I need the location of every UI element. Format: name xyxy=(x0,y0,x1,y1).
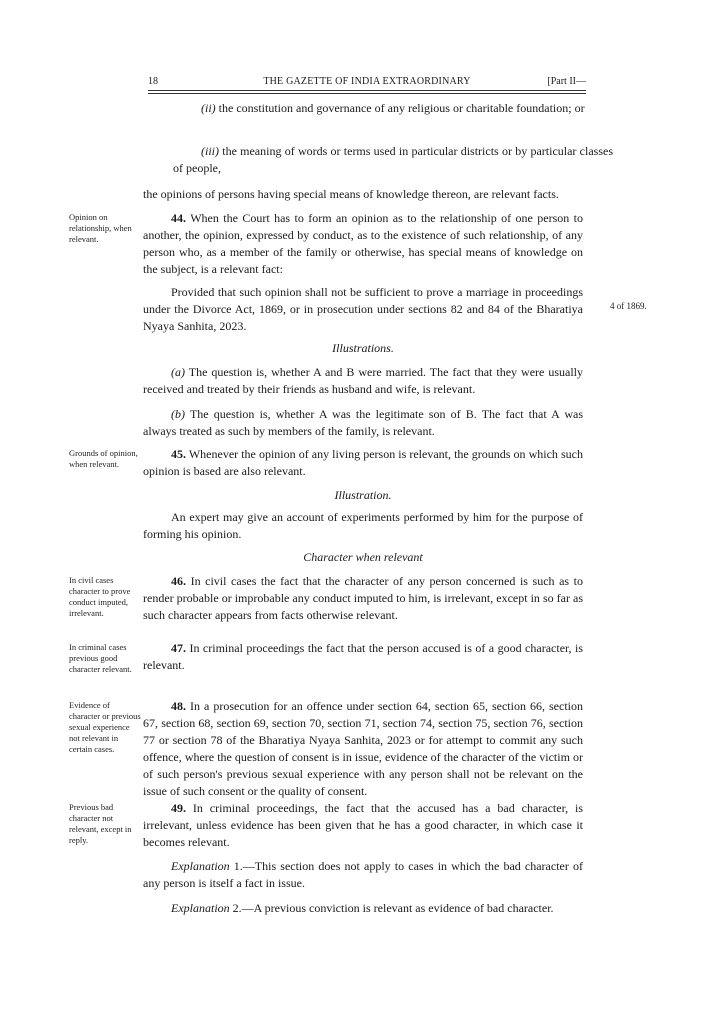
clause-iii-number: (iii) xyxy=(201,144,219,158)
page-number: 18 xyxy=(148,76,158,87)
margin-note-46: In civil cases character to prove conduct imputed, irrelevant. xyxy=(69,575,131,618)
section-49 xyxy=(143,800,583,851)
section-46 xyxy=(143,573,583,624)
illustration-a-label: (a) xyxy=(171,365,185,379)
section-44-text: When the Court has to form an opinion as to the relationship of one person to another, the opinion, expressed by conduct, as to the existence of such relationship, of any person who, as a member of the family or otherwise, has special means of knowledge on the subject, is a relevant fact: xyxy=(143,211,583,276)
section-45-illustration-text: An expert may give an account of experiments performed by him for the purpose of forming his opinion. xyxy=(143,510,583,541)
section-44 xyxy=(143,210,583,278)
section-45-text: Whenever the opinion of any living person is relevant, the grounds on which such opinion is based are also relevant. xyxy=(143,447,583,478)
margin-note-47: In criminal cases previous good character relevant. xyxy=(69,642,132,674)
clause-iii-text: the meaning of words or terms used in particular districts or by particular classes of people, xyxy=(173,144,613,175)
illustration-a-text: The question is, whether A and B were married. The fact that they were usually received and treated by their friends as husband and wife, is relevant. xyxy=(143,365,583,396)
clause-ii xyxy=(143,100,613,117)
section-44-number: 44. xyxy=(171,211,186,225)
section-47-number: 47. xyxy=(171,641,186,655)
explanation-2 xyxy=(143,900,583,917)
illustration-b xyxy=(143,406,583,440)
illustration-b-text: The question is, whether A was the legitimate son of B. The fact that A was always treated as such by members of the family, is relevant. xyxy=(143,407,583,438)
margin-note-48: Evidence of character or previous sexual experience not relevant in certain cases. xyxy=(69,700,141,754)
right-margin-note: 4 of 1869. xyxy=(610,301,647,311)
explanation-1-label: Explanation xyxy=(171,859,230,873)
tail-paragraph-text: the opinions of persons having special means of knowledge thereon, are relevant facts. xyxy=(143,187,559,201)
section-44-proviso-text: Provided that such opinion shall not be sufficient to prove a marriage in proceedings under the Divorce Act, 1869, or in prosecution under sections 82 and 84 of the Bharatiya Nyaya Sanhita, 2023. xyxy=(143,285,583,333)
section-48-text: In a prosecution for an offence under section 64, section 65, section 66, section 67, section 68, section 69, section 70, section 71, section 74, section 75, section 76, section 77 or section 78 of the Bharatiya Nyaya Sanhita, 2023 or for attempt to commit any such offence, where the question of consent is in issue, evidence of the character of the victim or of such person's previous sexual experience with any person shall not be relevant on the issue of such consent or the quality of consent. xyxy=(143,699,583,798)
section-48-number: 48. xyxy=(171,699,186,713)
character-heading: Character when relevant xyxy=(303,550,423,564)
clause-ii-number: (ii) xyxy=(201,101,216,115)
section-45-number: 45. xyxy=(171,447,186,461)
section-49-text: In criminal proceedings, the fact that the accused has a bad character, is irrelevant, unless evidence has been given that he has a good character, in which case it becomes relevant. xyxy=(143,801,583,849)
gazette-title: THE GAZETTE OF INDIA EXTRAORDINARY xyxy=(263,76,471,87)
margin-note-44: Opinion on relationship, when relevant. xyxy=(69,212,132,244)
clause-ii-text: the constitution and governance of any religious or charitable foundation; or xyxy=(215,101,585,115)
explanation-2-text: 2.—A previous conviction is relevant as evidence of bad character. xyxy=(229,901,554,915)
illustration-heading: Illustration. xyxy=(334,488,392,502)
explanation-2-label: Explanation xyxy=(171,901,230,915)
illustration-a xyxy=(143,364,583,398)
section-45-illustration xyxy=(143,509,583,543)
illustrations-heading: Illustrations. xyxy=(332,341,394,355)
section-47 xyxy=(143,640,583,674)
clause-iii xyxy=(143,143,613,177)
header-rule-top xyxy=(148,90,586,91)
illustration-b-label: (b) xyxy=(171,407,185,421)
explanation-1 xyxy=(143,858,583,892)
section-47-text: In criminal proceedings the fact that the person accused is of a good character, is relevant. xyxy=(143,641,583,672)
section-46-text: In civil cases the fact that the character of any person concerned is such as to render probable or improbable any conduct imputed to him, is irrelevant, except in so far as such character appears from facts otherwise relevant. xyxy=(143,574,583,622)
section-45 xyxy=(143,446,583,480)
explanation-1-text: 1.—This section does not apply to cases in which the bad character of any person is itself a fact in issue. xyxy=(143,859,583,890)
tail-paragraph xyxy=(143,186,583,203)
section-44-proviso xyxy=(143,284,583,335)
header-rule-bottom xyxy=(148,93,586,94)
section-48 xyxy=(143,698,583,800)
part-label: [Part II— xyxy=(547,76,586,87)
section-46-number: 46. xyxy=(171,574,186,588)
margin-note-45: Grounds of opinion, when relevant. xyxy=(69,448,138,469)
margin-note-49: Previous bad character not relevant, except in reply. xyxy=(69,802,132,845)
section-49-number: 49. xyxy=(171,801,186,815)
